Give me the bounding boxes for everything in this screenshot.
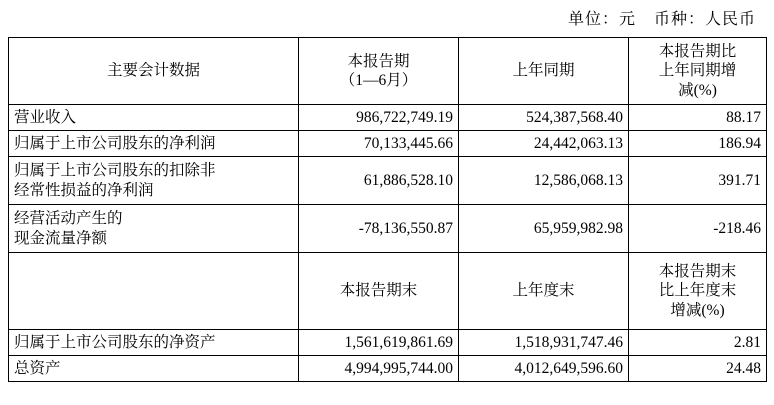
row-value-net-profit-excl-change: 391.71 — [629, 157, 767, 205]
row-value-revenue-current: 986,722,749.19 — [299, 105, 459, 131]
header-period-end-change-line1: 本报告期末 — [658, 262, 737, 280]
row-value-net-profit-previous: 24,442,063.13 — [459, 131, 629, 157]
header-period-change-line3: 减(%) — [678, 81, 717, 99]
financial-data-table — [8, 37, 767, 382]
table-header-row-period-end — [9, 253, 767, 330]
header-cell-empty — [9, 253, 299, 330]
row-value-net-assets-previous: 1,518,931,747.46 — [459, 330, 629, 356]
row-value-net-profit-current: 70,133,445.66 — [299, 131, 459, 157]
table-row — [9, 157, 767, 205]
row-value-net-profit-excl-previous: 12,586,068.13 — [459, 157, 629, 205]
unit-label: 单位：元 — [567, 11, 636, 28]
table-row — [9, 356, 767, 382]
row-value-total-assets-change: 24.48 — [629, 356, 767, 382]
header-cell-period-end-change — [629, 253, 767, 330]
row-label-net-assets: 归属于上市公司股东的净资产 — [9, 330, 299, 356]
table-row — [9, 105, 767, 131]
header-cell-prior-year-period: 上年同期 — [459, 38, 629, 105]
row-label-line1: 经营活动产生的 — [14, 210, 123, 228]
table-row — [9, 131, 767, 157]
row-value-net-assets-change: 2.81 — [629, 330, 767, 356]
currency-label: 币种：人民币 — [653, 11, 756, 28]
header-period-end-change-line3: 增减(%) — [670, 301, 725, 319]
row-label-line2: 现金流量净额 — [14, 229, 108, 247]
header-cell-main-accounting-data: 主要会计数据 — [9, 38, 299, 105]
header-period-end-change-line2: 比上年度末 — [658, 282, 737, 300]
header-current-period-line2: （1—6月） — [339, 72, 418, 89]
unit-currency-note — [8, 0, 766, 37]
row-label-operating-cash-flow — [9, 205, 299, 253]
row-label-net-profit-excl-nonrecurring — [9, 157, 299, 205]
row-value-net-assets-current: 1,561,619,861.69 — [299, 330, 459, 356]
row-value-total-assets-previous: 4,012,649,596.60 — [459, 356, 629, 382]
row-label-revenue: 营业收入 — [9, 105, 299, 131]
row-label-line1: 归属于上市公司股东的扣除非 — [14, 162, 216, 180]
row-value-operating-cash-flow-current: -78,136,550.87 — [299, 205, 459, 253]
row-label-net-profit: 归属于上市公司股东的净利润 — [9, 131, 299, 157]
row-value-revenue-change: 88.17 — [629, 105, 767, 131]
row-value-revenue-previous: 524,387,568.40 — [459, 105, 629, 131]
row-label-total-assets: 总资产 — [9, 356, 299, 382]
header-current-period-line1: 本报告期 — [347, 52, 410, 70]
header-period-change-line2: 上年同期增 — [658, 62, 737, 80]
row-value-net-profit-change: 186.94 — [629, 131, 767, 157]
row-value-net-profit-excl-current: 61,886,528.10 — [299, 157, 459, 205]
row-value-total-assets-current: 4,994,995,744.00 — [299, 356, 459, 382]
row-label-line2: 经常性损益的净利润 — [14, 181, 154, 199]
header-cell-period-change — [629, 38, 767, 105]
table-header-row-period — [9, 38, 767, 105]
row-value-operating-cash-flow-previous: 65,959,982.98 — [459, 205, 629, 253]
table-row — [9, 205, 767, 253]
header-cell-prior-year-end: 上年度末 — [459, 253, 629, 330]
header-cell-current-period — [299, 38, 459, 105]
header-period-change-line1: 本报告期比 — [658, 42, 737, 60]
header-cell-period-end: 本报告期末 — [299, 253, 459, 330]
row-value-operating-cash-flow-change: -218.46 — [629, 205, 767, 253]
table-row — [9, 330, 767, 356]
